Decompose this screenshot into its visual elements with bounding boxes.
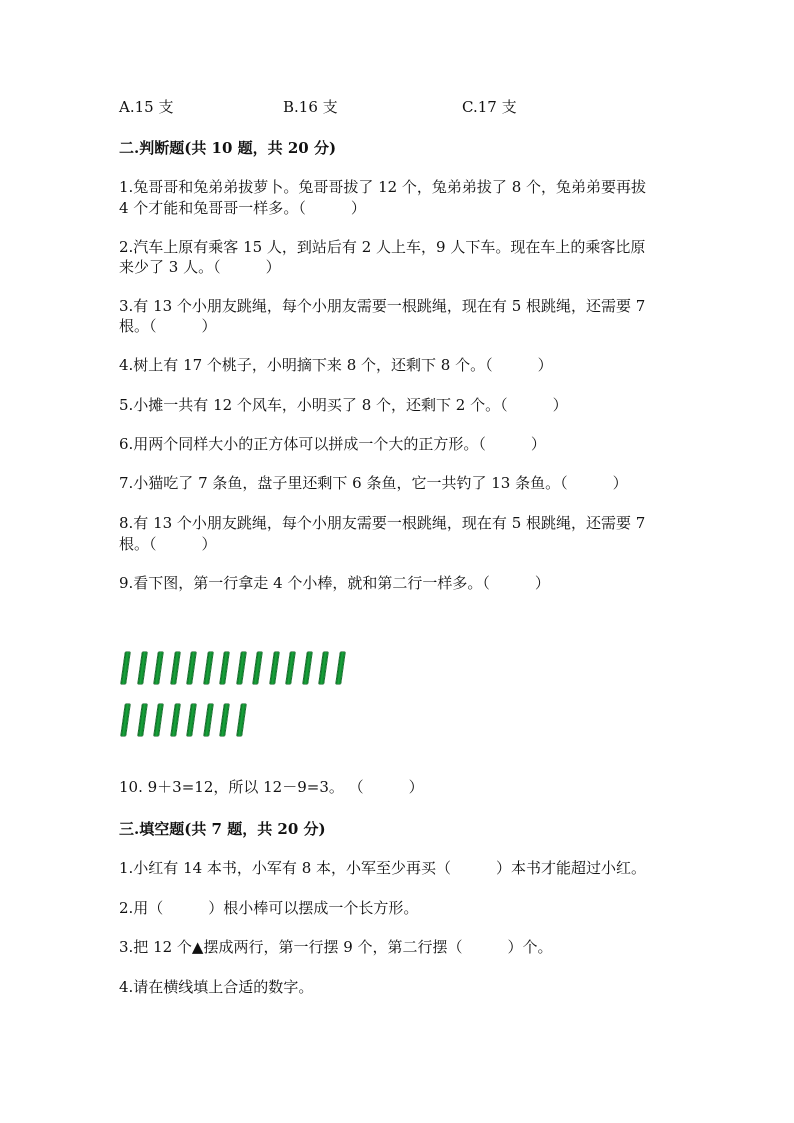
stick	[121, 652, 130, 684]
q2-1-line-2: 4 个才能和兔哥哥一样多。（ ）	[119, 199, 366, 217]
q2-3-line-1: 3.有 13 个小朋友跳绳，每个小朋友需要一根跳绳，现在有 5 根跳绳，还需要 7	[119, 297, 646, 315]
q2-6: 6.用两个同样大小的正方体可以拼成一个大的正方形。（ ）	[119, 435, 546, 453]
stick	[319, 652, 328, 684]
q2-3-line-2: 根。（ ）	[119, 317, 217, 335]
stick	[302, 652, 311, 684]
q2-8-line-1: 8.有 13 个小朋友跳绳，每个小朋友需要一根跳绳，现在有 5 根跳绳，还需要 7	[119, 514, 646, 532]
q2-7: 7.小猫吃了 7 条鱼，盘子里还剩下 6 条鱼，它一共钓了 13 条鱼。（ ）	[119, 474, 628, 492]
stick	[269, 652, 278, 684]
stick	[220, 704, 229, 736]
q2-1-line-1: 1.兔哥哥和兔弟弟拔萝卜。兔哥哥拔了 12 个，兔弟弟拔了 8 个，兔弟弟要再拔	[119, 178, 647, 196]
stick	[187, 704, 196, 736]
option-a: A.15 支	[119, 98, 174, 116]
stick	[335, 652, 344, 684]
stick	[236, 652, 245, 684]
q3-2: 2.用（ ）根小棒可以摆成一个长方形。	[119, 899, 419, 917]
stick	[121, 704, 130, 736]
q2-2-line-1: 2.汽车上原有乘客 15 人，到站后有 2 人上车，9 人下车。现在车上的乘客比原	[119, 238, 646, 256]
stick	[154, 652, 163, 684]
stick	[154, 704, 163, 736]
q2-2-line-2: 来少了 3 人。（ ）	[119, 258, 281, 276]
q2-5: 5.小摊一共有 12 个风车，小明买了 8 个，还剩下 2 个。（ ）	[119, 396, 568, 414]
section-3-title: 三.填空题(共 7 题，共 20 分)	[119, 820, 326, 838]
stick	[170, 704, 179, 736]
stick	[137, 652, 146, 684]
q2-8-line-2: 根。（ ）	[119, 535, 217, 553]
section-2-title: 二.判断题(共 10 题，共 20 分)	[119, 139, 337, 157]
q2-4: 4.树上有 17 个桃子，小明摘下来 8 个，还剩下 8 个。（ ）	[119, 356, 553, 374]
stick	[286, 652, 295, 684]
stick	[253, 652, 262, 684]
q3-3: 3.把 12 个▲摆成两行，第一行摆 9 个，第二行摆（ ）个。	[119, 938, 553, 956]
option-b: B.16 支	[283, 98, 338, 116]
q3-1: 1.小红有 14 本书，小军有 8 本，小军至少再买（ ）本书才能超过小红。	[119, 859, 647, 877]
stick	[170, 652, 179, 684]
stick	[137, 704, 146, 736]
stick	[187, 652, 196, 684]
stick	[220, 652, 229, 684]
q2-9: 9.看下图，第一行拿走 4 个小棒，就和第二行一样多。（ ）	[119, 574, 550, 592]
stick	[203, 704, 212, 736]
stick	[203, 652, 212, 684]
q2-10: 10. 9＋3=12，所以 12－9=3。 （ ）	[119, 778, 424, 796]
stick	[236, 704, 245, 736]
q3-4: 4.请在横线填上合适的数字。	[119, 978, 314, 996]
option-c: C.17 支	[462, 98, 517, 116]
